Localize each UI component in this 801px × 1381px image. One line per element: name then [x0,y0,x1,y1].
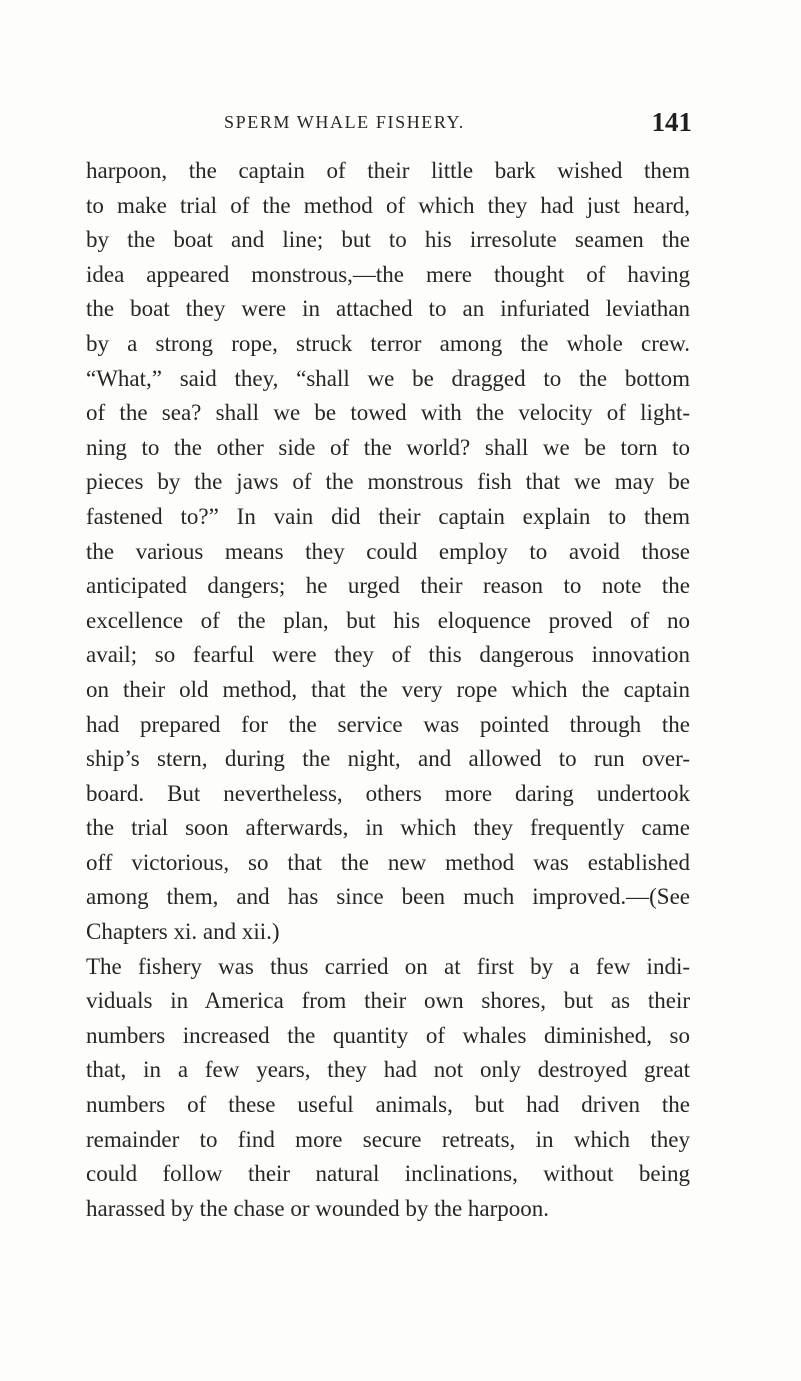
text-line: numbers increased the quantity of whales diminished, so [86,1022,690,1048]
running-head [224,107,692,140]
body-text [86,154,690,1226]
text-line: had prepared for the service was pointed through the [86,711,690,737]
text-line: that, in a few years, they had not only destroyed great [86,1057,690,1083]
text-line: off victorious, so that the new method was established [86,849,690,875]
text-line: of the sea? shall we be towed with the velocity of light- [86,400,690,426]
text-line: ning to the other side of the world? shall we be torn to [86,434,690,460]
text-line: anticipated dangers; he urged their reason to note the [86,573,690,599]
text-line: fastened to?” In vain did their captain explain to them [86,503,690,529]
text-line: idea appeared monstrous,—the mere thought of having [86,261,690,287]
text-line: excellence of the plan, but his eloquence proved of no [86,607,690,633]
page-number: 141 [651,107,692,137]
text-line: pieces by the jaws of the monstrous fish that we may be [86,469,690,495]
running-title: SPERM WHALE FISHERY. [224,112,465,132]
text-line: remainder to find more secure retreats, in which they [86,1126,690,1152]
text-line: numbers of these useful animals, but had driven the [86,1092,690,1118]
paragraph-end-line: harassed by the chase or wounded by the harpoon. [86,1195,550,1221]
text-line: avail; so fearful were they of this dangerous innovation [86,642,690,668]
text-line: could follow their natural inclinations, without being [86,1161,690,1187]
text-line: to make trial of the method of which they had just heard, [86,192,690,218]
text-line: the various means they could employ to avoid those [86,538,690,564]
text-line: board. But nevertheless, others more daring undertook [86,780,690,806]
text-line: among them, and has since been much improved.—(See [86,884,690,910]
text-line: “What,” said they, “shall we be dragged to the bottom [86,365,690,391]
text-line: harpoon, the captain of their little bark wished them [86,158,690,183]
text-line: on their old method, that the very rope which the captain [86,676,690,702]
text-line: by a strong rope, struck terror among the whole crew. [86,330,690,356]
text-line: by the boat and line; but to his irresolute seamen the [86,227,690,253]
text-line: the boat they were in attached to an infuriated leviathan [86,296,690,322]
paragraph-end-line: Chapters xi. and xii.) [86,919,280,945]
text-line: viduals in America from their own shores, but as their [86,988,690,1014]
text-line: The fishery was thus carried on at first by a few indi- [86,953,690,979]
text-line: the trial soon afterwards, in which they frequently came [86,815,690,841]
text-line: ship’s stern, during the night, and allowed to run over- [86,746,690,772]
